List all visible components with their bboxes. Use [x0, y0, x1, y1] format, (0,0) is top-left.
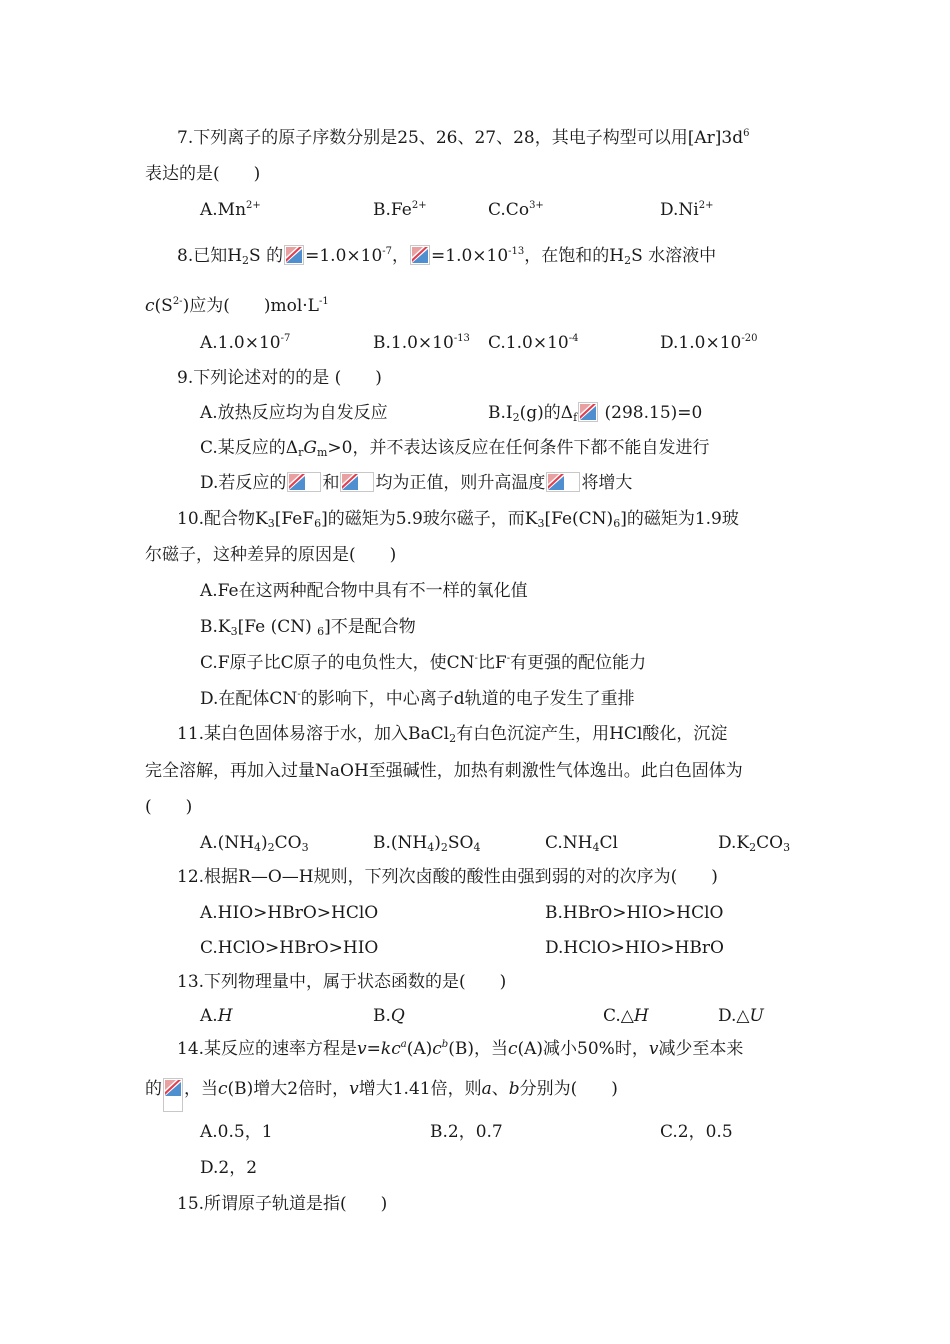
q11-stem: 11.某白色固体易溶于水，加入BaCl$_2$有白色沉淀产生，用HCl酸化，沉淀	[177, 724, 728, 745]
q14-option-a: A.0.5，1	[200, 1122, 273, 1142]
q13-option-a: A.H	[200, 1006, 233, 1026]
q12-option-a: A.HIO>HBrO>HClO	[200, 903, 379, 923]
q14-stem: 14.某反应的速率方程是$v=kc^a(A)c^b(B)$，当c(A)减小50%时，v减少至本来	[177, 1039, 744, 1059]
q14-stem-line2: 的 ，当c(B)增大2倍时，v增大1.41倍，则a、b分别为( )	[145, 1077, 618, 1112]
q11-option-b: $B.(NH_4)_2SO_4$	[373, 833, 481, 854]
broken-image-icon	[546, 472, 580, 492]
q8-option-b: $B.1.0\times 10^{-13}$	[373, 333, 470, 353]
q7-option-a: $A.Mn^{2+}$	[200, 200, 261, 220]
q8-stem: 8.已知$H_2S$ 的 $=1.0\times 10^{-7}$， $=1.0\times 10^{-13}$，在饱和的$H_2S$ 水溶液中	[177, 246, 717, 267]
q7-option-d: $D.Ni^{2+}$	[660, 200, 714, 220]
q9-option-c: C.某反应的$\Delta_rG_m>0$，并不表达该反应在任何条件下都不能自发进行	[200, 438, 710, 459]
q9-stem: 9.下列论述对的的是 ( )	[177, 368, 382, 388]
q13-stem: 13.下列物理量中，属于状态函数的是( )	[177, 972, 507, 992]
q13-option-c: C.△H	[603, 1006, 649, 1026]
broken-image-icon	[163, 1078, 183, 1112]
q11-stem-line3: ( )	[145, 797, 193, 817]
q11-option-d: $D.K_2CO_3$	[718, 833, 791, 854]
q12-option-d: D.HClO>HIO>HBrO	[545, 938, 724, 958]
q11-option-a: $A.(NH_4)_2CO_3$	[200, 833, 309, 854]
q8-option-a: $A.1.0\times 10^{-7}$	[200, 333, 291, 353]
q12-stem: 12.根据R—O—H规则，下列次卤酸的酸性由强到弱的对的次序为( )	[177, 867, 718, 887]
q14-option-b: B.2，0.7	[430, 1122, 503, 1142]
q13-option-d: D.△U	[718, 1006, 764, 1026]
q9-option-b: $B.I_2(g)$的$\Delta_f$ (298.15)=0	[488, 403, 703, 424]
q11-option-c: $C.NH_4Cl$	[545, 833, 618, 854]
q14-option-d: D.2，2	[200, 1158, 258, 1178]
broken-image-icon	[578, 402, 598, 422]
q10-option-b: $B.K_3[Fe$ (CN) $_6$]不是配合物	[200, 617, 416, 638]
broken-image-icon	[284, 245, 304, 265]
q9-option-a: A.放热反应均为自发反应	[200, 403, 388, 423]
q10-option-a: A.Fe在这两种配合物中具有不一样的氧化值	[200, 581, 528, 601]
q15-stem: 15.所谓原子轨道是指( )	[177, 1194, 388, 1214]
q10-stem: 10.配合物$K_3[FeF_6]$的磁矩为5.9玻尔磁子，而$K_3[Fe(CN)_6]$的磁矩为1.9玻	[177, 509, 739, 530]
broken-image-icon	[340, 472, 374, 492]
q8-option-c: $C.1.0\times 10^{-4}$	[488, 333, 579, 353]
q8-option-d: $D.1.0\times 10^{-20}$	[660, 333, 758, 353]
q11-stem-line2: 完全溶解，再加入过量NaOH至强碱性，加热有刺激性气体逸出。此白色固体为	[145, 761, 743, 781]
q14-option-c: C.2，0.5	[660, 1122, 733, 1142]
q9-option-d: D.若反应的 和 均为正值，则升高温度 将增大	[200, 473, 633, 493]
q7-stem-line2: 表达的是( )	[145, 164, 261, 184]
q7-option-b: $B.Fe^{2+}$	[373, 200, 427, 220]
q8-stem-line2: $c(S^{2-})$应为( )$mol\cdot L^{-1}$	[145, 296, 329, 316]
q12-option-c: C.HClO>HBrO>HIO	[200, 938, 379, 958]
broken-image-icon	[287, 472, 321, 492]
q10-option-d: D.在配体CN-的影响下，中心离子d轨道的电子发生了重排	[200, 689, 635, 709]
q12-option-b: B.HBrO>HIO>HClO	[545, 903, 724, 923]
broken-image-icon	[410, 245, 430, 265]
q7-option-c: $C.Co^{3+}$	[488, 200, 544, 220]
q13-option-b: B.Q	[373, 1006, 405, 1026]
q7-stem: 7.下列离子的原子序数分别是25、26、27、28，其电子构型可以用$[Ar]3d^6$	[177, 128, 750, 148]
q10-stem-line2: 尔磁子，这种差异的原因是( )	[145, 545, 397, 565]
q10-option-c: C.F原子比C原子的电负性大，使CN-比F-有更强的配位能力	[200, 653, 647, 673]
